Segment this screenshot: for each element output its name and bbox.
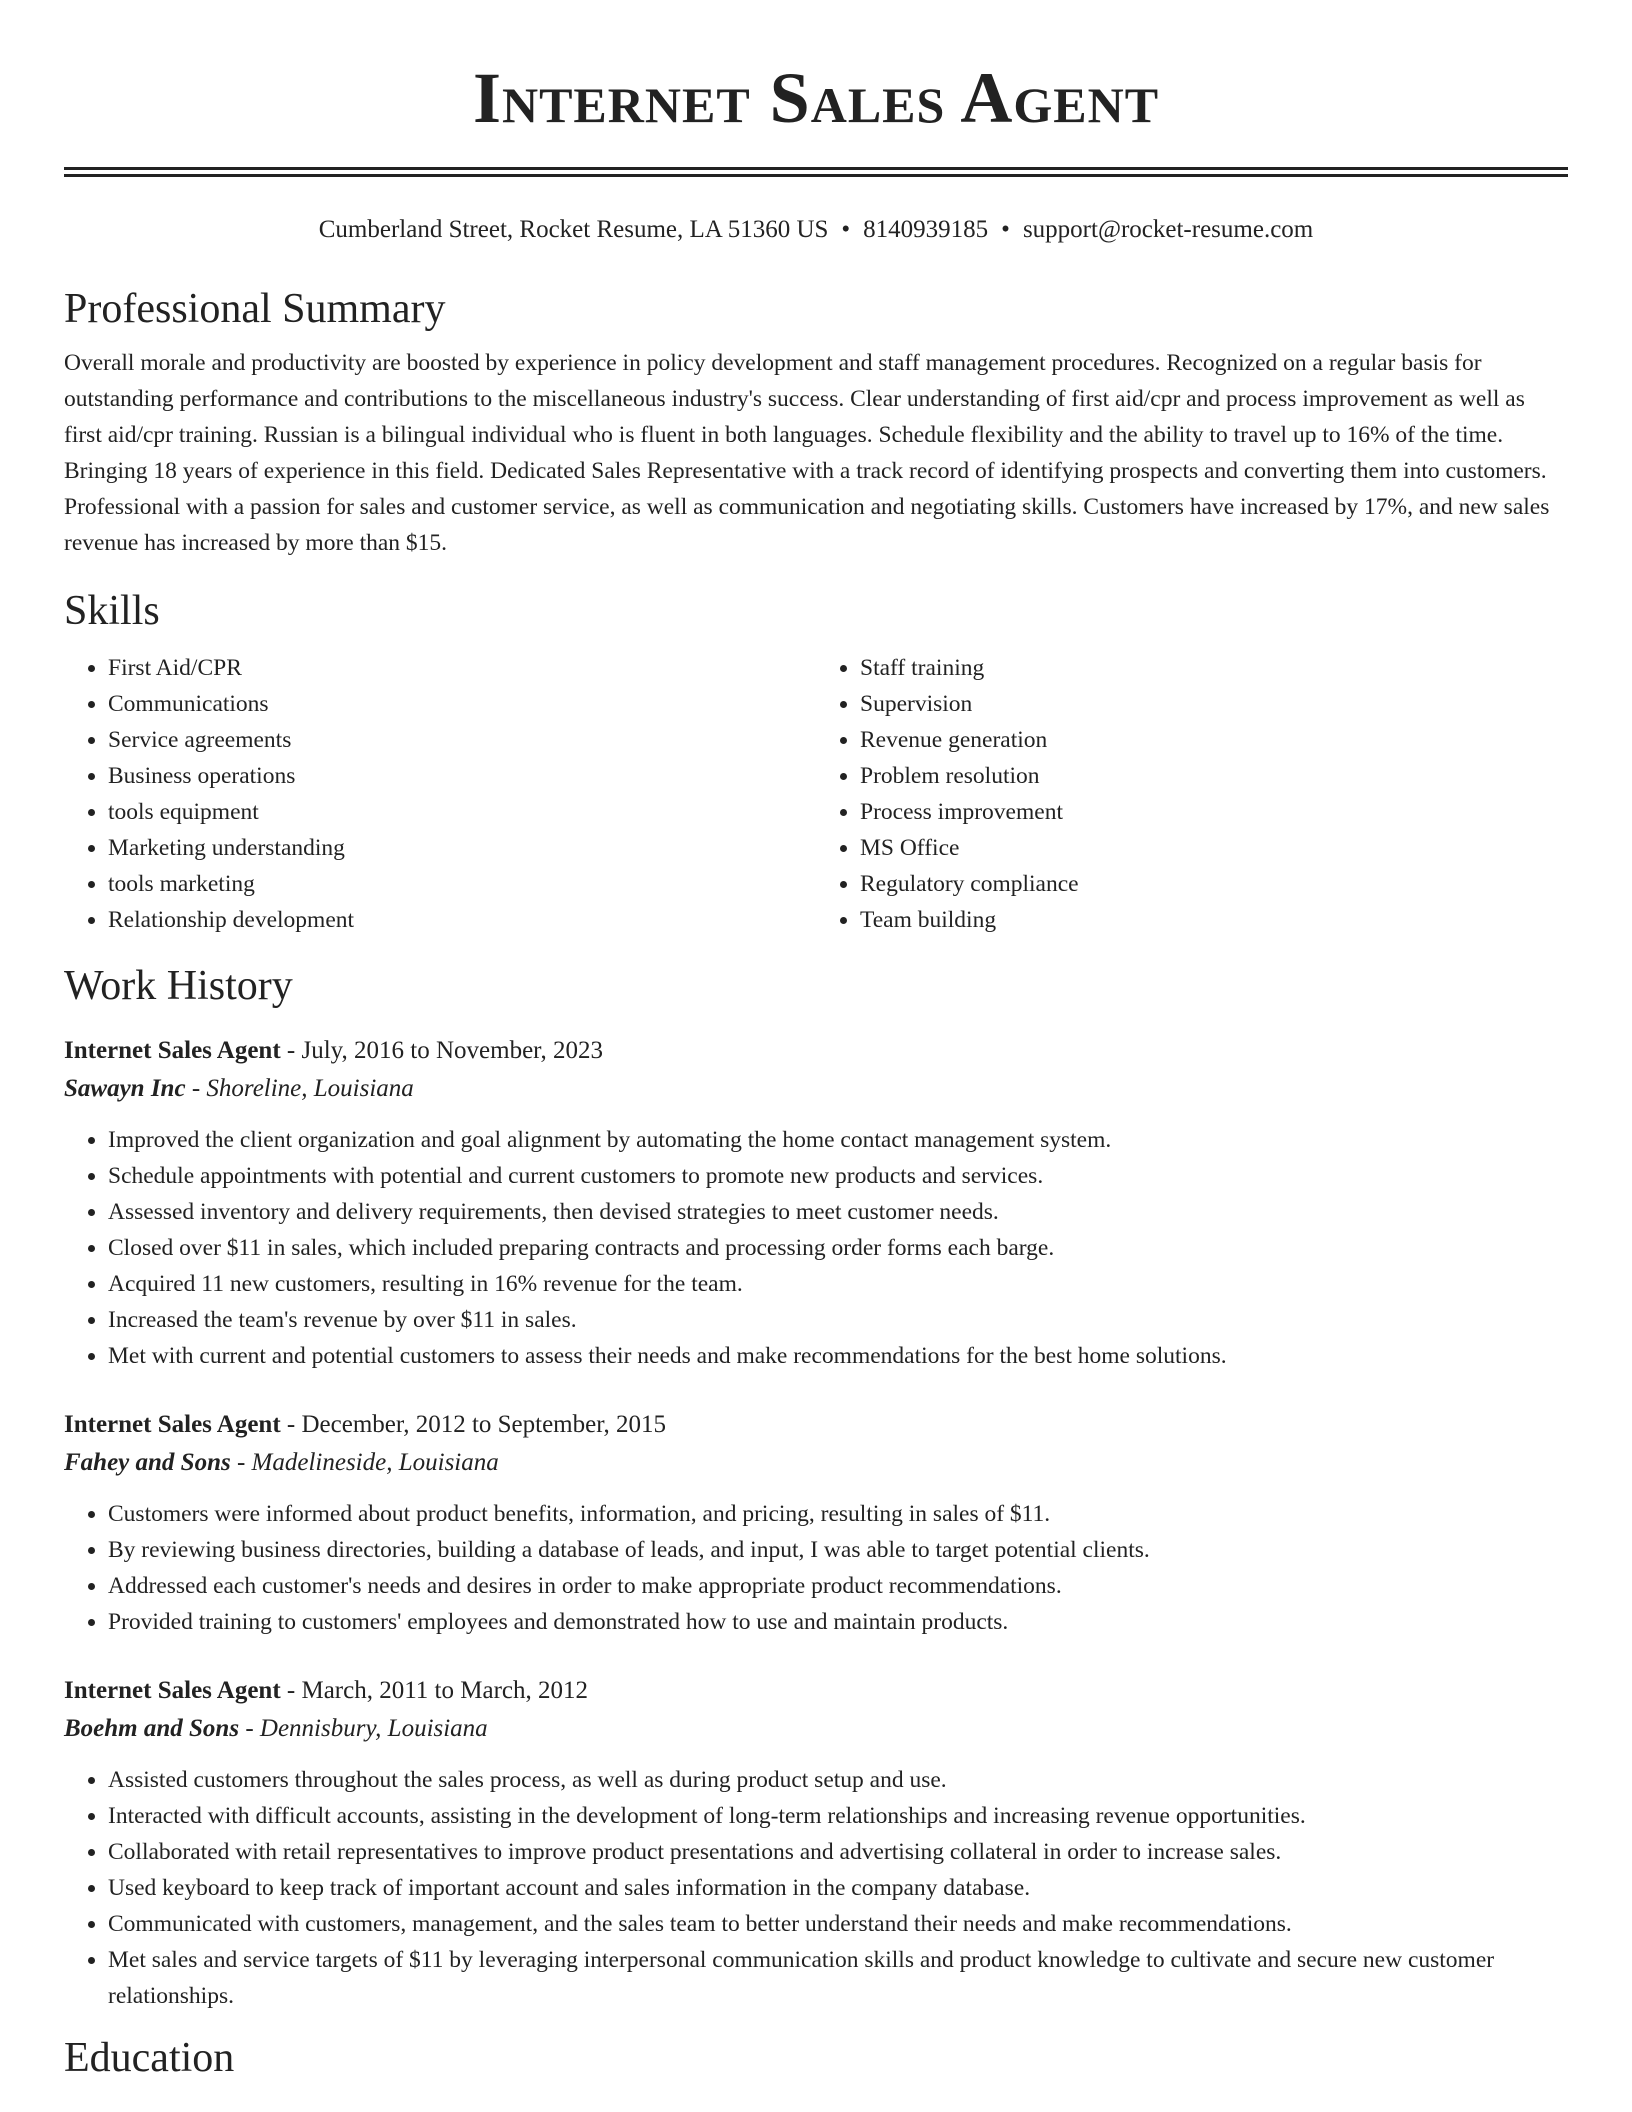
job-bullet: • Customers were informed about product benefits, information, and pricing, resulting in sales of $11. xyxy=(108,1496,1568,1532)
job-bullet: • Acquired 11 new customers, resulting in 16% revenue for the team. xyxy=(108,1266,1568,1302)
job-bullets xyxy=(64,1122,1568,1374)
skills-list-left xyxy=(64,650,816,938)
job-bullet: • Assessed inventory and delivery requirements, then devised strategies to meet customer needs. xyxy=(108,1194,1568,1230)
skill-item: • First Aid/CPR xyxy=(108,650,816,686)
job-bullet: • Assisted customers throughout the sales process, as well as during product setup and use. xyxy=(108,1762,1568,1798)
job-bullet: • Improved the client organization and goal alignment by automating the home contact management system. xyxy=(108,1122,1568,1158)
contact-address: Cumberland Street, Rocket Resume, LA 51360 US xyxy=(318,216,829,243)
job-location: - Dennisbury, Louisiana xyxy=(239,1714,488,1742)
skill-item: • MS Office xyxy=(860,830,1568,866)
education-section xyxy=(64,2034,1568,2082)
section-title: Education xyxy=(64,2034,235,2081)
skill-item: • Relationship development xyxy=(108,902,816,938)
job-bullet: • Collaborated with retail representatives to improve product presentations and advertising collateral in order to increase sales. xyxy=(108,1834,1568,1870)
skill-item: • Regulatory compliance xyxy=(860,866,1568,902)
job-bullet: • Closed over $11 in sales, which included preparing contracts and processing order forms each barge. xyxy=(108,1230,1568,1266)
skill-item: • Staff training xyxy=(860,650,1568,686)
skill-item: • Revenue generation xyxy=(860,722,1568,758)
summary-text: Overall morale and productivity are boosted by experience in policy development and staff management procedures. Recognized on a regular basis for outstanding performance and contributions to the miscellaneous industry's success. Clear understanding of first aid/cpr and process improvement as well as first aid/cpr training. Russian is a bilingual individual who is fluent in both languages. Schedule flexibility and the ability to travel up to 16% of the time. Bringing 18 years of experience in this field. Dedicated Sales Representative with a track record of identifying prospects and converting them into customers. Professional with a passion for sales and customer service, as well as communication and negotiating skills. Customers have increased by 17%, and new sales revenue has increased by more than $15. xyxy=(64,350,1550,557)
job-bullets xyxy=(64,1496,1568,1640)
job-company-line xyxy=(64,1070,1568,1108)
job-entry xyxy=(64,1032,1568,1374)
job-company: Sawayn Inc xyxy=(64,1074,186,1102)
skill-item: • Service agreements xyxy=(108,722,816,758)
job-title: Internet Sales Agent xyxy=(64,1676,281,1704)
job-bullet: • Used keyboard to keep track of important account and sales information in the company database. xyxy=(108,1870,1568,1906)
job-dates: - December, 2012 to September, 2015 xyxy=(280,1410,667,1438)
job-entry xyxy=(64,1406,1568,1640)
job-title: Internet Sales Agent xyxy=(64,1410,281,1438)
job-heading xyxy=(64,1672,1568,1710)
job-location: - Madelineside, Louisiana xyxy=(230,1448,499,1476)
skill-item: • tools marketing xyxy=(108,866,816,902)
job-bullet: • By reviewing business directories, building a database of leads, and input, I was able to target potential clients. xyxy=(108,1532,1568,1568)
job-bullet: • Met with current and potential customers to assess their needs and make recommendations for the best home solutions. xyxy=(108,1338,1568,1374)
job-company-line xyxy=(64,1710,1568,1748)
job-entry xyxy=(64,1672,1568,2014)
job-bullet: • Provided training to customers' employees and demonstrated how to use and maintain products. xyxy=(108,1604,1568,1640)
job-bullet: • Increased the team's revenue by over $11 in sales. xyxy=(108,1302,1568,1338)
skill-item: • Team building xyxy=(860,902,1568,938)
candidate-name: Internet Sales Agent xyxy=(472,58,1160,138)
job-bullet: • Communicated with customers, management, and the sales team to better understand their needs and make recommendations. xyxy=(108,1906,1568,1942)
skill-item: • Business operations xyxy=(108,758,816,794)
job-heading xyxy=(64,1032,1568,1070)
skills-section xyxy=(64,587,1568,937)
header-divider xyxy=(64,167,1568,177)
section-title: Work History xyxy=(64,962,293,1009)
professional-summary-section xyxy=(64,285,1568,561)
skill-item: • Problem resolution xyxy=(860,758,1568,794)
job-dates: - March, 2011 to March, 2012 xyxy=(280,1676,588,1704)
skills-columns xyxy=(64,650,1568,938)
contact-separator: • xyxy=(1001,216,1010,243)
job-bullet: • Schedule appointments with potential and current customers to promote new products and services. xyxy=(108,1158,1568,1194)
skill-item: • tools equipment xyxy=(108,794,816,830)
work-history-section xyxy=(64,962,1568,2014)
skill-item: • Communications xyxy=(108,686,816,722)
job-title: Internet Sales Agent xyxy=(64,1036,281,1064)
skill-item: • Marketing understanding xyxy=(108,830,816,866)
job-company: Boehm and Sons xyxy=(64,1714,240,1742)
job-company: Fahey and Sons xyxy=(64,1448,231,1476)
job-bullet: • Met sales and service targets of $11 by leveraging interpersonal communication skills and product knowledge to cultivate and secure new customer relationships. xyxy=(108,1942,1568,2014)
skill-item: • Supervision xyxy=(860,686,1568,722)
job-dates: - July, 2016 to November, 2023 xyxy=(280,1036,603,1064)
section-title: Skills xyxy=(64,588,160,635)
contact-phone: 8140939185 xyxy=(863,216,989,243)
skills-list-right xyxy=(816,650,1568,938)
contact-line xyxy=(64,213,1568,247)
contact-separator: • xyxy=(841,216,851,243)
section-title: Professional Summary xyxy=(64,286,446,332)
job-bullet: • Interacted with difficult accounts, assisting in the development of long-term relationships and increasing revenue opportunities. xyxy=(108,1798,1568,1834)
job-bullet: • Addressed each customer's needs and desires in order to make appropriate product recommendations. xyxy=(108,1568,1568,1604)
job-location: - Shoreline, Louisiana xyxy=(185,1074,414,1102)
job-heading xyxy=(64,1406,1568,1444)
job-company-line xyxy=(64,1444,1568,1482)
skill-item: • Process improvement xyxy=(860,794,1568,830)
job-bullets xyxy=(64,1762,1568,2014)
contact-email: support@rocket-resume.com xyxy=(1022,216,1314,243)
